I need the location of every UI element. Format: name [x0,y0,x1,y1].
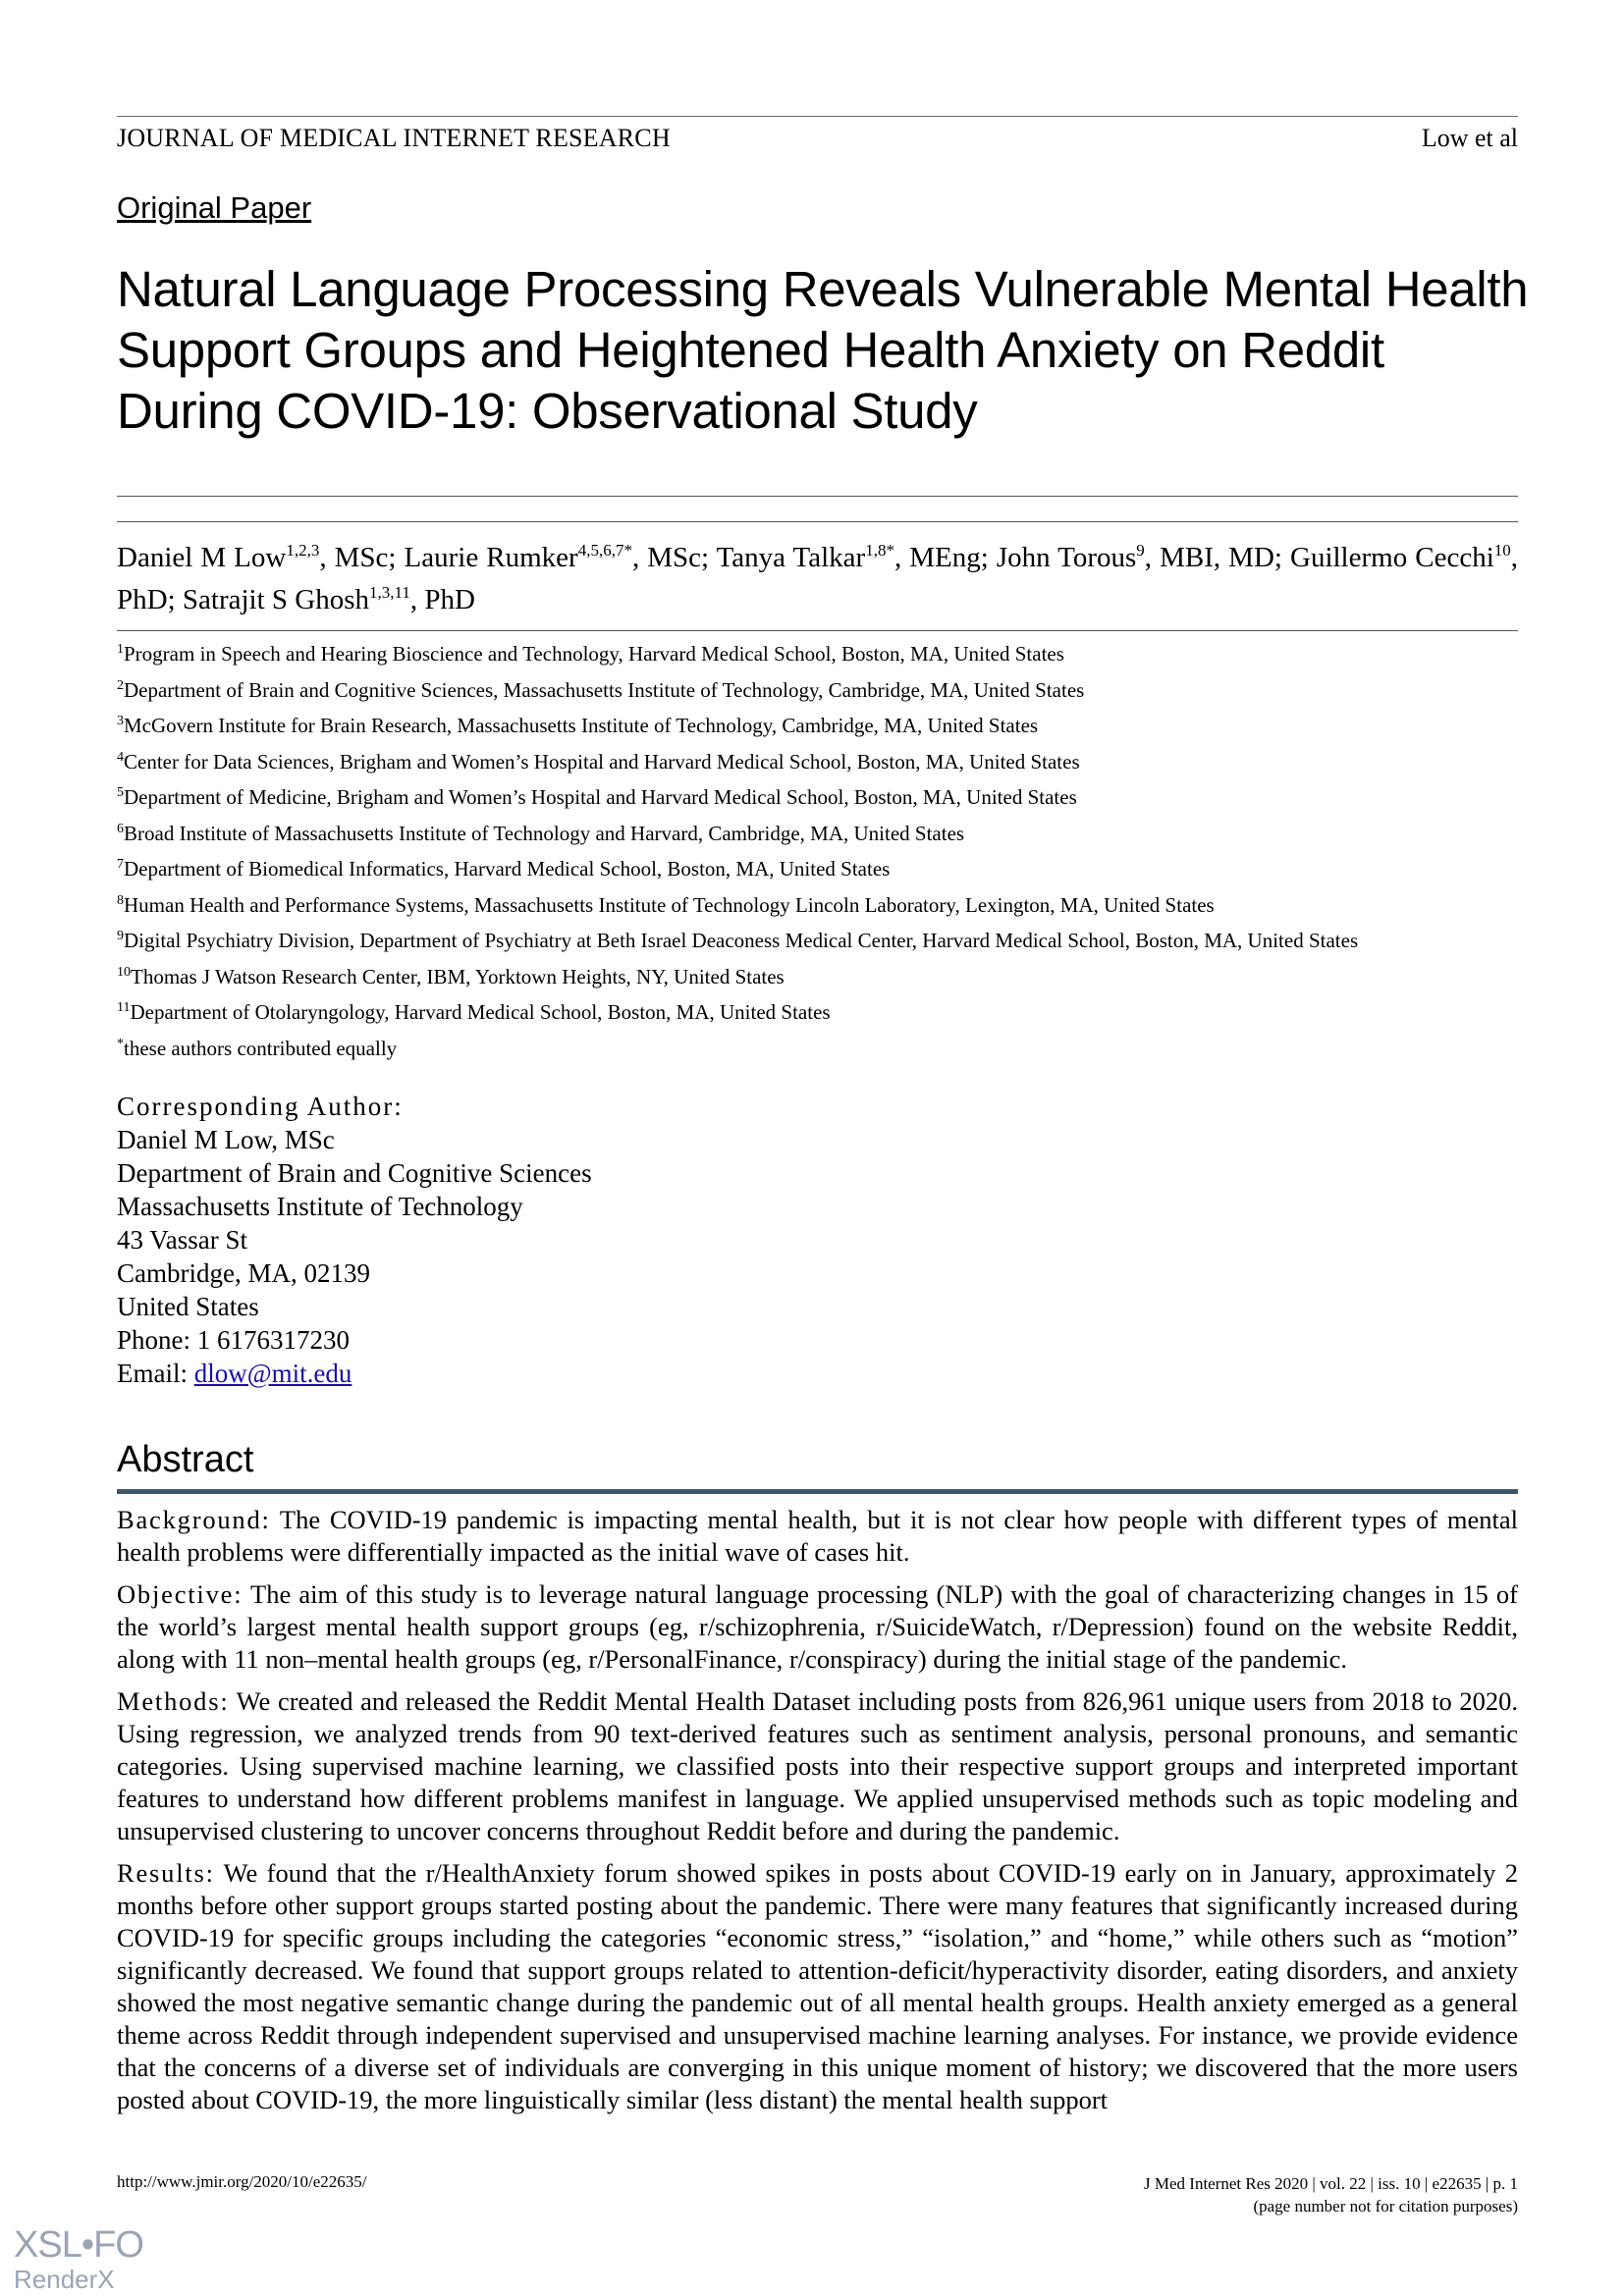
corresponding-author-line: United States [117,1292,259,1321]
affiliation-number: * [117,1036,124,1051]
affiliation-number: 9 [117,929,124,943]
corresponding-author-line: Phone: 1 6176317230 [117,1325,351,1355]
section-label: Objective: [117,1579,244,1609]
abstract-rule [117,1489,1518,1494]
citation-note: (page number not for citation purposes) [1253,2197,1518,2216]
author-name: Tanya Talkar [716,542,866,573]
affiliation-item [117,887,1570,924]
affiliation-text: Department of Otolaryngology, Harvard Medical School, Boston, MA, United States [130,1000,831,1024]
author-degree: , MSc; [631,542,717,573]
section-label: Background: [117,1505,271,1534]
affiliation-item [117,959,1570,995]
affiliation-number: 11 [117,1000,131,1015]
affiliation-item [117,744,1570,780]
corresponding-author-line: Department of Brain and Cognitive Sciences [117,1158,592,1188]
affiliation-item [117,1031,1570,1067]
author-affiliation-ref: 9 [1136,541,1145,560]
affiliation-number: 7 [117,857,124,872]
section-label: Methods: [117,1686,230,1716]
author-name: John Torous [996,542,1137,573]
affiliation-number: 6 [117,821,124,836]
author-name: Laurie Rumker [404,542,578,573]
citation-line: J Med Internet Res 2020 | vol. 22 | iss. 10 | e22635 | p. 1 [1144,2174,1518,2193]
article-type: Original Paper [117,190,312,225]
author-name: Guillermo Cecchi [1290,542,1494,573]
author-degree: , MSc; [319,542,405,573]
footer-url: http://www.jmir.org/2020/10/e22635/ [117,2172,367,2191]
article-title: Natural Language Processing Reveals Vulnerable Mental Health Support Groups and Heightened Health Anxiety on Reddit During COVID-19: Observational Study [117,261,1529,439]
section-text: The aim of this study is to leverage natural language processing (NLP) with the goal of characterizing changes in 15 of the world’s largest mental health support groups (eg, r/schizophrenia, r/SuicideWatch, r/Depression) found on the website Reddit, along with 11 non–mental health groups (eg, r/PersonalFinance, r/conspiracy) during the initial stage of the pandemic. [117,1579,1518,1674]
affiliation-number: 2 [117,677,124,693]
abstract-body [117,1504,1518,2126]
abstract-heading: Abstract [117,1439,254,1480]
authors-rule [117,630,1518,631]
header-rule [117,116,1518,117]
logo-line-2: RenderX [14,2265,115,2294]
affiliation-text: Broad Institute of Massachusetts Institute of Technology and Harvard, Cambridge, MA, United States [124,821,965,845]
section-text: We created and released the Reddit Mental Health Dataset including posts from 826,961 unique users from 2018 to 2020. Using regression, we analyzed trends from 90 text-derived features such as sentiment analysis, personal pronouns, and semantic categories. Using supervised machine learning, we classified posts into their respective support groups and interpreted important features to understand how different problems manifest in language. We applied unsupervised methods such as topic modeling and unsupervised clustering to uncover concerns throughout Reddit before and during the pandemic. [117,1686,1518,1845]
affiliation-number: 1 [117,642,124,657]
author-name: Daniel M Low [117,542,287,573]
affiliation-text: Human Health and Performance Systems, Massachusetts Institute of Technology Lincoln Laboratory, Lexington, MA, United States [124,892,1215,917]
affiliation-item [117,994,1570,1031]
affiliation-text: Department of Biomedical Informatics, Harvard Medical School, Boston, MA, United States [124,857,891,881]
corresponding-author-line: Massachusetts Institute of Technology [117,1192,523,1221]
affiliation-text: Digital Psychiatry Division, Department of Psychiatry at Beth Israel Deaconess Medical Center, Harvard Medical School, Boston, MA, United States [124,929,1359,952]
affiliation-item [117,708,1570,744]
affiliation-number: 10 [117,964,131,980]
abstract-background [117,1504,1518,1569]
corresponding-author-label: Corresponding Author: [117,1092,404,1121]
abstract-methods [117,1685,1518,1847]
email-label: Email: [117,1359,194,1388]
footer-citation [1144,2172,1518,2217]
affiliation-number: 3 [117,714,124,728]
author-degree: , MBI, MD; [1144,542,1290,573]
section-label: Results: [117,1858,215,1888]
affiliation-list [117,636,1570,1066]
affiliation-number: 5 [117,785,124,800]
affiliation-item [117,851,1570,887]
abstract-results [117,1857,1518,2116]
author-degree: , MEng; [893,542,997,573]
section-text: We found that the r/HealthAnxiety forum showed spikes in posts about COVID-19 early on in January, approximately 2 months before other support groups started posting about the pandemic. There were many features that significantly increased during COVID-19 for specific groups including the categories “economic stress,” “isolation,” and “home,” while others such as “motion” significantly decreased. We found that support groups related to attention-deficit/hyperactivity disorder, eating disorders, and anxiety showed the most negative semantic change during the pandemic out of all mental health groups. Health anxiety emerged as a general theme across Reddit through independent supervised and unsupervised machine learning analyses. For instance, we provide evidence that the concerns of a diverse set of individuals are converging in this unique moment of history; we discovered that the more users posted about COVID-19, the more linguistically similar (less distant) the mental health support [117,1858,1518,2114]
author-affiliation-ref: 4,5,6,7* [577,541,632,560]
affiliation-item [117,636,1570,672]
affiliation-item [117,923,1570,959]
author-affiliation-ref: 1,3,11 [369,583,410,602]
renderer-logo [14,2225,141,2294]
email-link[interactable]: dlow@mit.edu [193,1359,352,1388]
corresponding-author-line: Daniel M Low, MSc [117,1125,335,1154]
affiliation-text: Center for Data Sciences, Brigham and Women’s Hospital and Harvard Medical School, Boston, MA, United States [124,749,1080,774]
author-name: Satrajit S Ghosh [182,584,370,615]
section-text: The COVID-19 pandemic is impacting mental health, but it is not clear how people with different types of mental health problems were differentially impacted as the initial wave of cases hit. [117,1505,1518,1567]
corresponding-author-line: 43 Vassar St [117,1225,248,1255]
title-rule-top [117,496,1518,497]
logo-line-1: XSL•FO [14,2224,143,2266]
affiliation-text: Department of Medicine, Brigham and Women’s Hospital and Harvard Medical School, Boston, MA, United States [124,785,1077,809]
affiliation-text: Department of Brain and Cognitive Sciences, Massachusetts Institute of Technology, Cambridge, MA, United States [124,677,1085,702]
author-list [117,537,1518,621]
author-affiliation-ref: 1,8* [865,541,894,560]
author-affiliation-ref: 1,2,3 [286,541,320,560]
author-degree: , PhD; [117,542,1519,615]
affiliation-number: 8 [117,892,124,908]
affiliation-text: these authors contributed equally [124,1036,398,1060]
affiliation-text: Program in Speech and Hearing Bioscience and Technology, Harvard Medical School, Boston, MA, United States [124,642,1064,666]
abstract-objective [117,1578,1518,1676]
affiliation-item [117,672,1570,709]
affiliation-number: 4 [117,749,124,765]
affiliation-text: Thomas J Watson Research Center, IBM, Yorktown Heights, NY, United States [131,964,785,988]
affiliation-item [117,816,1570,852]
author-degree: , PhD [409,584,475,615]
author-affiliation-ref: 10 [1493,541,1511,560]
corresponding-author [117,1090,592,1390]
title-rule-bottom [117,521,1518,522]
running-author: Low et al [1421,124,1518,152]
affiliation-text: McGovern Institute for Brain Research, Massachusetts Institute of Technology, Cambridge, MA, United States [124,714,1039,737]
affiliation-item [117,779,1570,816]
journal-name: JOURNAL OF MEDICAL INTERNET RESEARCH [117,124,671,152]
corresponding-author-line: Cambridge, MA, 02139 [117,1258,370,1288]
corresponding-author-email-line [117,1357,592,1390]
